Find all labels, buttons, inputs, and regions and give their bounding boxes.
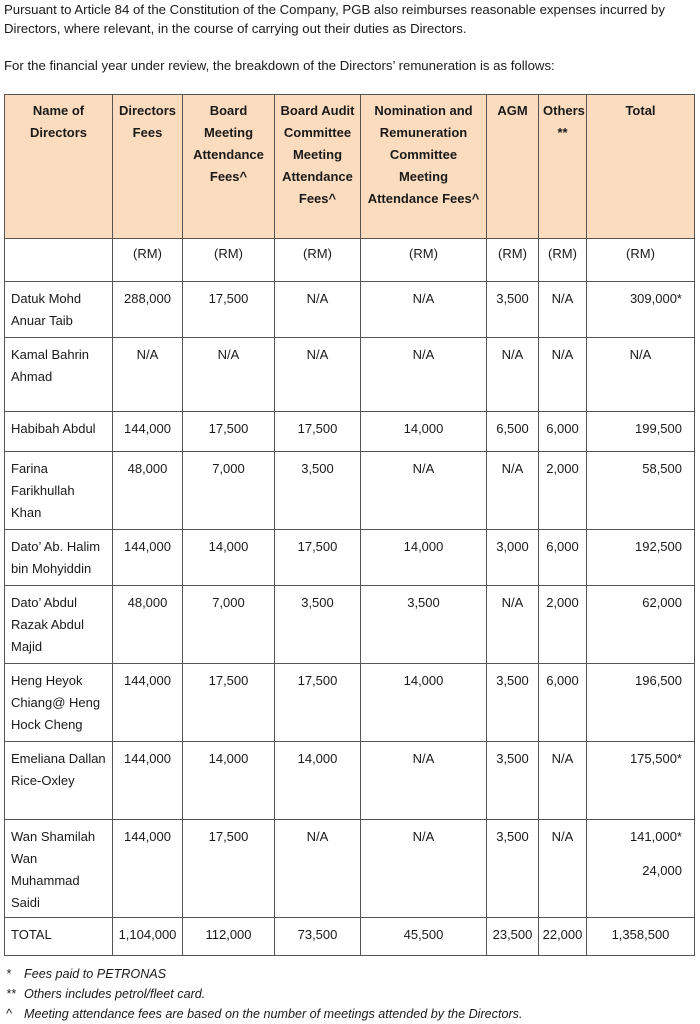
board-meeting-fees-value: 7,000 bbox=[183, 452, 275, 530]
table-row bbox=[5, 664, 695, 742]
unit-cell: (RM) bbox=[487, 239, 539, 282]
table-row bbox=[5, 530, 695, 586]
directors-fees-value: 144,000 bbox=[113, 664, 183, 742]
table-row bbox=[5, 820, 695, 918]
agm-value: N/A bbox=[487, 452, 539, 530]
footnote-text: Others includes petrol/fleet card. bbox=[24, 987, 206, 1001]
directors-fees-value: 288,000 bbox=[113, 282, 183, 338]
nomination-fees-value: N/A bbox=[361, 820, 487, 918]
total-value: N/A bbox=[587, 338, 695, 412]
board-audit-fees-value: 17,500 bbox=[275, 412, 361, 452]
total-value: 196,500 bbox=[587, 664, 695, 742]
nomination-fees-total: 45,500 bbox=[361, 918, 487, 956]
director-name: Dato’ Abdul Razak Abdul Majid bbox=[5, 586, 113, 664]
unit-cell: (RM) bbox=[587, 239, 695, 282]
unit-cell: (RM) bbox=[113, 239, 183, 282]
directors-fees-value: 144,000 bbox=[113, 742, 183, 820]
unit-cell: (RM) bbox=[361, 239, 487, 282]
agm-value: 3,500 bbox=[487, 820, 539, 918]
board-meeting-fees-total: 112,000 bbox=[183, 918, 275, 956]
footnote bbox=[6, 964, 522, 984]
header-total: Total bbox=[587, 95, 695, 239]
intro-text bbox=[4, 0, 696, 75]
nomination-fees-value: N/A bbox=[361, 282, 487, 338]
agm-value: 6,500 bbox=[487, 412, 539, 452]
nomination-fees-value: 3,500 bbox=[361, 586, 487, 664]
board-meeting-fees-value: 17,500 bbox=[183, 282, 275, 338]
grand-total: 1,358,500 bbox=[587, 918, 695, 956]
directors-fees-value: N/A bbox=[113, 338, 183, 412]
board-audit-fees-value: 14,000 bbox=[275, 742, 361, 820]
directors-fees-value: 144,000 bbox=[113, 412, 183, 452]
board-meeting-fees-value: 14,000 bbox=[183, 530, 275, 586]
table-units-row bbox=[5, 239, 695, 282]
director-name: Wan Shamilah Wan Muhammad Saidi bbox=[5, 820, 113, 918]
board-audit-fees-value: 17,500 bbox=[275, 530, 361, 586]
director-name: Dato’ Ab. Halim bin Mohyiddin bbox=[5, 530, 113, 586]
unit-cell: (RM) bbox=[539, 239, 587, 282]
total-value: 192,500 bbox=[587, 530, 695, 586]
others-value: N/A bbox=[539, 742, 587, 820]
unit-cell: (RM) bbox=[183, 239, 275, 282]
board-meeting-fees-value: 14,000 bbox=[183, 742, 275, 820]
board-meeting-fees-value: N/A bbox=[183, 338, 275, 412]
total-value-secondary: 24,000 bbox=[642, 863, 682, 878]
directors-fees-value: 144,000 bbox=[113, 820, 183, 918]
board-audit-fees-value: 3,500 bbox=[275, 586, 361, 664]
agm-value: N/A bbox=[487, 338, 539, 412]
header-directors-fees: Directors Fees bbox=[113, 95, 183, 239]
unit-cell bbox=[5, 239, 113, 282]
others-value: 6,000 bbox=[539, 530, 587, 586]
table-total-row bbox=[5, 918, 695, 956]
agm-value: N/A bbox=[487, 586, 539, 664]
director-name: Habibah Abdul bbox=[5, 412, 113, 452]
director-name: Emeliana Dallan Rice-Oxley bbox=[5, 742, 113, 820]
board-audit-fees-value: 17,500 bbox=[275, 664, 361, 742]
directors-fees-total: 1,104,000 bbox=[113, 918, 183, 956]
agm-value: 3,500 bbox=[487, 282, 539, 338]
agm-value: 3,000 bbox=[487, 530, 539, 586]
footnote-mark: ** bbox=[6, 987, 16, 1001]
footnote-text: Meeting attendance fees are based on the number of meetings attended by the Directors. bbox=[24, 1007, 523, 1021]
board-meeting-fees-value: 17,500 bbox=[183, 820, 275, 918]
board-meeting-fees-value: 17,500 bbox=[183, 664, 275, 742]
unit-cell: (RM) bbox=[275, 239, 361, 282]
agm-total: 23,500 bbox=[487, 918, 539, 956]
table-row bbox=[5, 452, 695, 530]
board-audit-fees-value: N/A bbox=[275, 338, 361, 412]
footnote bbox=[6, 1004, 522, 1024]
directors-fees-value: 144,000 bbox=[113, 530, 183, 586]
footnote-mark: * bbox=[6, 967, 11, 981]
table-row bbox=[5, 338, 695, 412]
board-meeting-fees-value: 17,500 bbox=[183, 412, 275, 452]
table-row bbox=[5, 742, 695, 820]
director-name: Farina Farikhullah Khan bbox=[5, 452, 113, 530]
total-value-primary: 141,000* bbox=[629, 829, 682, 844]
directors-remuneration-table bbox=[4, 94, 695, 956]
nomination-fees-value: 14,000 bbox=[361, 664, 487, 742]
footnote bbox=[6, 984, 522, 1004]
footnote-text: Fees paid to PETRONAS bbox=[24, 967, 167, 981]
nomination-fees-value: N/A bbox=[361, 452, 487, 530]
total-value: 175,500* bbox=[587, 742, 695, 820]
nomination-fees-value: 14,000 bbox=[361, 412, 487, 452]
others-total: 22,000 bbox=[539, 918, 587, 956]
others-value: N/A bbox=[539, 338, 587, 412]
table-row bbox=[5, 282, 695, 338]
others-value: N/A bbox=[539, 282, 587, 338]
director-name: Datuk Mohd Anuar Taib bbox=[5, 282, 113, 338]
board-audit-fees-total: 73,500 bbox=[275, 918, 361, 956]
nomination-fees-value: N/A bbox=[361, 338, 487, 412]
header-others: Others ** bbox=[539, 95, 587, 239]
directors-fees-value: 48,000 bbox=[113, 586, 183, 664]
board-audit-fees-value: N/A bbox=[275, 820, 361, 918]
director-name: Kamal Bahrin Ahmad bbox=[5, 338, 113, 412]
intro-paragraph-breakdown: For the financial year under review, the breakdown of the Directors’ remuneration is as follows: bbox=[4, 58, 555, 73]
footnotes bbox=[6, 964, 522, 1024]
footnote-mark: ^ bbox=[6, 1007, 12, 1021]
others-value: 6,000 bbox=[539, 412, 587, 452]
board-audit-fees-value: N/A bbox=[275, 282, 361, 338]
header-nomination-remuneration-fees: Nomination and Remuneration Committee Meeting Attendance Fees^ bbox=[361, 95, 487, 239]
nomination-fees-value: N/A bbox=[361, 742, 487, 820]
total-label: TOTAL bbox=[5, 918, 113, 956]
others-value: 6,000 bbox=[539, 664, 587, 742]
total-value bbox=[587, 820, 695, 918]
header-agm: AGM bbox=[487, 95, 539, 239]
director-name: Heng Heyok Chiang@ Heng Hock Cheng bbox=[5, 664, 113, 742]
intro-paragraph-reimbursement: Pursuant to Article 84 of the Constitution of the Company, PGB also reimburses reasonable expenses incurred by Directors, where relevant, in the course of carrying out their duties as Directors. bbox=[4, 2, 665, 36]
total-value: 58,500 bbox=[587, 452, 695, 530]
table-header-row bbox=[5, 95, 695, 239]
agm-value: 3,500 bbox=[487, 664, 539, 742]
board-audit-fees-value: 3,500 bbox=[275, 452, 361, 530]
table-row bbox=[5, 586, 695, 664]
header-name-of-directors: Name of Directors bbox=[5, 95, 113, 239]
agm-value: 3,500 bbox=[487, 742, 539, 820]
header-board-audit-fees: Board Audit Committee Meeting Attendance Fees^ bbox=[275, 95, 361, 239]
others-value: N/A bbox=[539, 820, 587, 918]
total-value: 199,500 bbox=[587, 412, 695, 452]
nomination-fees-value: 14,000 bbox=[361, 530, 487, 586]
others-value: 2,000 bbox=[539, 586, 587, 664]
table-row bbox=[5, 412, 695, 452]
directors-fees-value: 48,000 bbox=[113, 452, 183, 530]
board-meeting-fees-value: 7,000 bbox=[183, 586, 275, 664]
header-board-meeting-fees: Board Meeting Attendance Fees^ bbox=[183, 95, 275, 239]
others-value: 2,000 bbox=[539, 452, 587, 530]
total-value: 62,000 bbox=[587, 586, 695, 664]
total-value: 309,000* bbox=[587, 282, 695, 338]
